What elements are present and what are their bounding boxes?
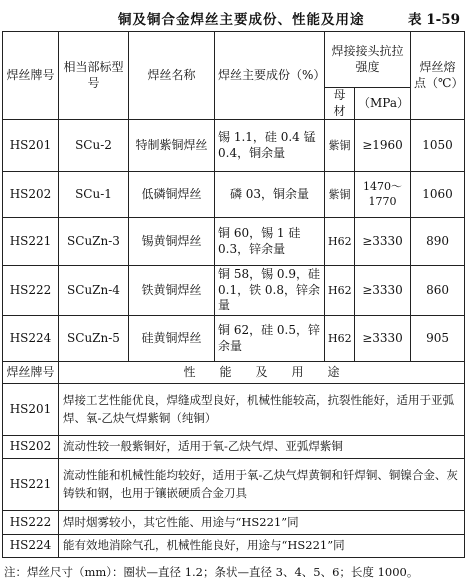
header-comp: 焊丝主要成份（%）	[215, 32, 325, 120]
use-grade: HS202	[3, 436, 59, 459]
use-header-grade: 焊丝牌号	[3, 362, 59, 384]
cell-base: H62	[325, 218, 355, 266]
cell-name: 铁黄铜焊丝	[129, 266, 215, 316]
cell-base: H62	[325, 266, 355, 316]
header-row	[3, 32, 465, 88]
use-grade: HS201	[3, 384, 59, 436]
cell-name: 硅黄铜焊丝	[129, 316, 215, 362]
use-row	[3, 511, 465, 535]
use-grade: HS224	[3, 535, 59, 558]
use-text: 流动性能和机械性能均较好，适用于氧-乙炔气焊黄铜和钎焊铜、铜镍合金、灰铸铁和钢，也用于镶嵌硬质合金刀具	[59, 459, 465, 511]
cell-comp: 锡 1.1，硅 0.4 锰 0.4，铜余量	[215, 120, 325, 172]
cell-grade: HS224	[3, 316, 59, 362]
footnote: 注：焊丝尺寸（mm）：圈状—直径 1.2；条状—直径 3、4、5、6；长度 1000。	[4, 565, 419, 579]
cell-melt: 890	[411, 218, 465, 266]
cell-comp: 铜 62，硅 0.5，锌余量	[215, 316, 325, 362]
cell-name: 低磷铜焊丝	[129, 172, 215, 218]
use-row	[3, 384, 465, 436]
cell-std: SCuZn-5	[59, 316, 129, 362]
cell-std: SCu-1	[59, 172, 129, 218]
table-row	[3, 266, 465, 316]
use-header-text: 性 能 及 用 途	[59, 362, 465, 384]
cell-grade: HS202	[3, 172, 59, 218]
cell-melt: 1050	[411, 120, 465, 172]
table-title: 铜及铜合金焊丝主要成份、性能及用途	[118, 12, 365, 28]
use-grade: HS221	[3, 459, 59, 511]
header-grade: 焊丝牌号	[3, 32, 59, 120]
use-header-row	[3, 362, 465, 384]
table-row	[3, 120, 465, 172]
use-text: 能有效地消除气孔，机械性能良好，用途与“HS221”同	[59, 535, 465, 558]
cell-std: SCu-2	[59, 120, 129, 172]
use-text: 流动性较一般紫铜好，适用于氧-乙炔气焊、亚弧焊紫铜	[59, 436, 465, 459]
use-row	[3, 459, 465, 511]
header-base: 母材	[325, 88, 355, 120]
use-row	[3, 535, 465, 558]
cell-strength: ≥3330	[355, 266, 411, 316]
cell-strength: 1470～1770	[355, 172, 411, 218]
cell-melt: 905	[411, 316, 465, 362]
use-row	[3, 436, 465, 459]
table-number: 表 1-59	[408, 12, 460, 28]
use-grade: HS222	[3, 511, 59, 535]
header-unit: （MPa）	[355, 88, 411, 120]
cell-strength: ≥3330	[355, 218, 411, 266]
cell-strength: ≥1960	[355, 120, 411, 172]
cell-base: 紫铜	[325, 120, 355, 172]
cell-grade: HS201	[3, 120, 59, 172]
cell-grade: HS222	[3, 266, 59, 316]
cell-base: 紫铜	[325, 172, 355, 218]
cell-comp: 铜 60，锡 1 硅 0.3，锌余量	[215, 218, 325, 266]
use-text: 焊接工艺性能优良，焊缝成型良好，机械性能较高，抗裂性能好，适用于亚弧焊、氧-乙炔气焊紫铜（纯铜）	[59, 384, 465, 436]
cell-melt: 1060	[411, 172, 465, 218]
use-text: 焊时烟雾较小，其它性能、用途与“HS221”同	[59, 511, 465, 535]
cell-comp: 磷 03，铜余量	[215, 172, 325, 218]
cell-std: SCuZn-3	[59, 218, 129, 266]
table-row	[3, 316, 465, 362]
table-row	[3, 218, 465, 266]
cell-melt: 860	[411, 266, 465, 316]
cell-base: H62	[325, 316, 355, 362]
cell-strength: ≥3330	[355, 316, 411, 362]
cell-comp: 铜 58，锡 0.9，硅 0.1，铁 0.8，锌余量	[215, 266, 325, 316]
header-std: 相当部标型号	[59, 32, 129, 120]
welding-wire-table	[2, 31, 465, 558]
table-row	[3, 172, 465, 218]
header-name: 焊丝名称	[129, 32, 215, 120]
cell-grade: HS221	[3, 218, 59, 266]
table-title-bar	[0, 6, 466, 28]
cell-name: 特制紫铜焊丝	[129, 120, 215, 172]
header-melt: 焊丝熔点（℃）	[411, 32, 465, 120]
header-strength: 焊接接头抗拉强度	[325, 32, 411, 88]
cell-std: SCuZn-4	[59, 266, 129, 316]
cell-name: 锡黄铜焊丝	[129, 218, 215, 266]
